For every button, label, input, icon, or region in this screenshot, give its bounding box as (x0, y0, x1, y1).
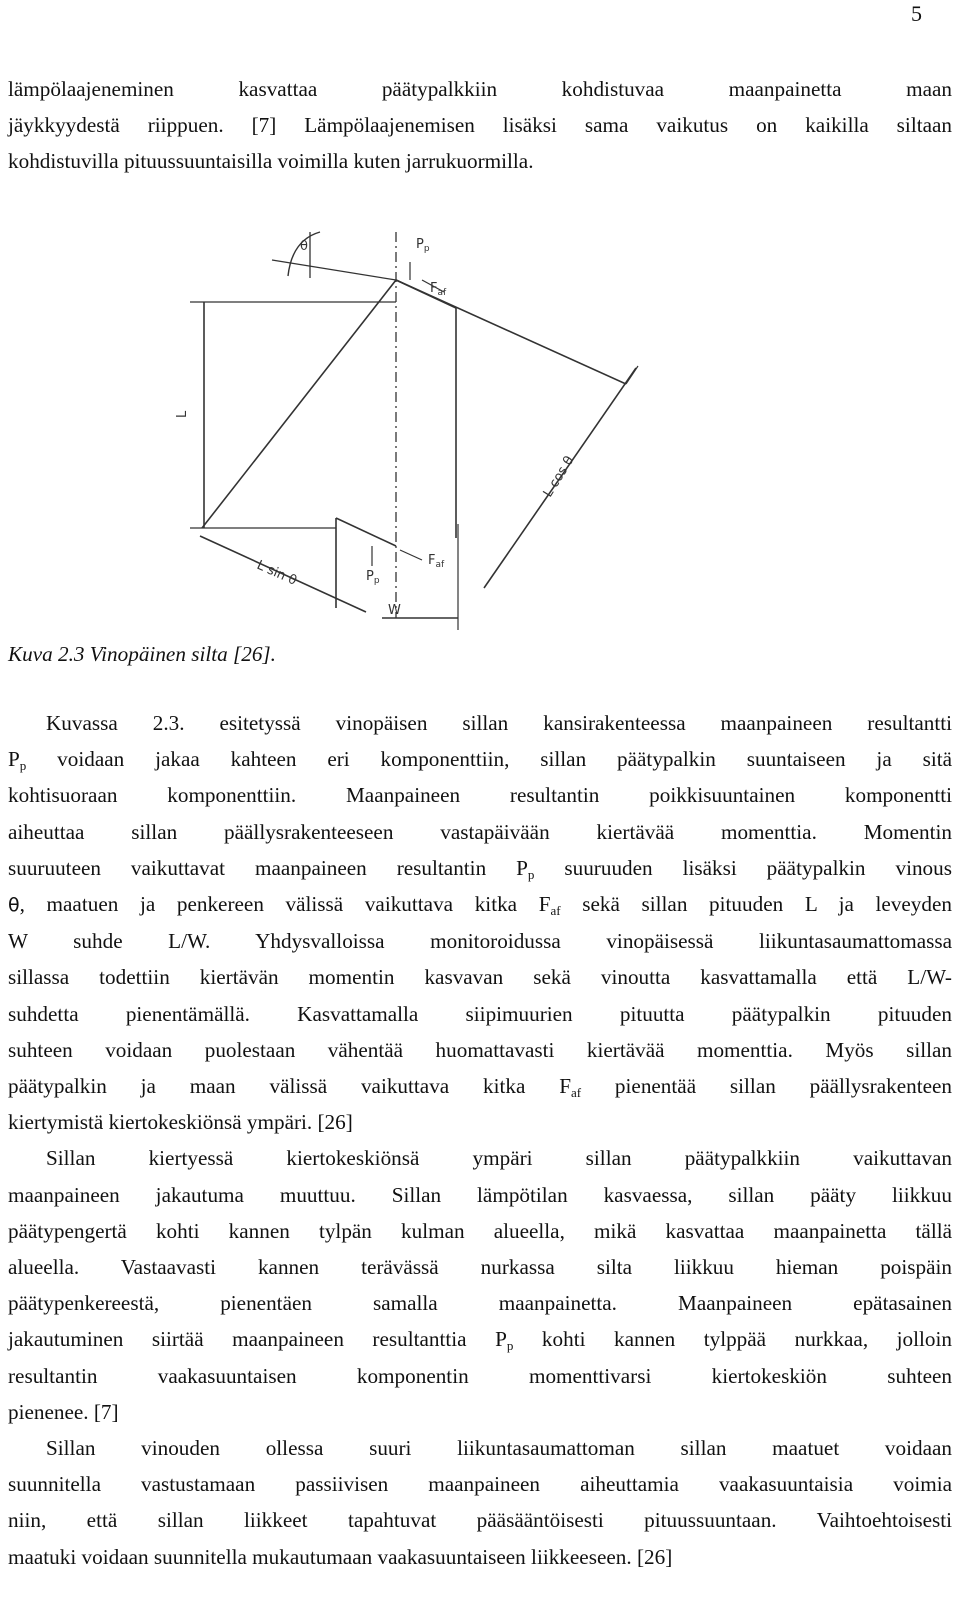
label-l-sin: L sin θ (254, 557, 299, 589)
label-faf-top: $F_{af}$ (430, 281, 447, 298)
skewed-bridge-diagram (160, 218, 640, 638)
body-line: päätypalkin ja maan välissä vaikuttava kitka $F_{af}$ pienentää sillan päällysrakenteen (8, 1074, 952, 1101)
body-line: resultantin vaakasuuntaisen komponentin momenttivarsi kiertokeskiön suhteen (8, 1363, 952, 1388)
body-line: aiheuttaa sillan päällysrakenteeseen vastapäivään kiertävää momenttia. Momentin (8, 819, 952, 844)
theta-ref-line (272, 260, 396, 280)
intro-line: lämpölaajeneminen kasvattaa päätypalkkiin kohdistuvaa maanpainetta maan (8, 77, 952, 101)
label-width: W (388, 603, 401, 618)
body-line: päätypenkereestä, pienentäen samalla maanpainetta. Maanpaineen epätasainen (8, 1291, 952, 1316)
body-line: θ, maatuen ja penkereen välissä vaikuttava kitka $F_{af}$ sekä sillan pituuden L ja leveyden (8, 892, 952, 919)
label-pp-bottom: $P_p$ (366, 569, 380, 586)
body-line: päätypengertä kohti kannen tylpän kulman alueella, mikä kasvattaa maanpainetta tällä (8, 1218, 952, 1243)
body-line: suunnitella vastustamaan passiivisen maanpaineen aiheuttamia vaakasuuntaisia voimia (8, 1472, 952, 1497)
body-line: Sillan vinouden ollessa suuri liikuntasaumattoman sillan maatuet voidaan (46, 1436, 952, 1461)
figure-caption: Kuva 2.3 Vinopäinen silta [26]. (8, 642, 276, 666)
body-line: kohtisuoraan komponenttiin. Maanpaineen resultantin poikkisuuntainen komponentti (8, 783, 952, 808)
skewed-bridge-figure (160, 218, 640, 638)
page-number: 5 (911, 1, 922, 26)
intro-line: kohdistuvilla pituussuuntaisilla voimilla kuten jarrukuormilla. (8, 149, 534, 174)
label-faf-bottom: $F_{af}$ (428, 553, 445, 570)
body-line: $P_p$ voidaan jakaa kahteen eri komponenttiin, sillan päätypalkin suuntaiseen ja sitä (8, 747, 952, 774)
intro-line: jäykkyydestä riippuen. [7] Lämpölaajenemisen lisäksi sama vaikutus on kaikilla siltaan (8, 113, 952, 138)
body-line: niin, että sillan liikkeet tapahtuvat pääsääntöisesti pituussuuntaan. Vaihtoehtoisesti (8, 1508, 952, 1533)
body-line: sillassa todettiin kiertävän momentin kasvavan sekä vinoutta kasvattamalla että L/W- (8, 965, 952, 990)
body-line: suhteen voidaan puolestaan vähentää huomattavasti kiertävää momenttia. Myös sillan (8, 1037, 952, 1062)
label-theta: θ (300, 239, 308, 254)
body-line: pienenee. [7] (8, 1399, 119, 1424)
body-line: alueella. Vastaavasti kannen terävässä nurkassa silta liikkuu hieman poispäin (8, 1255, 952, 1280)
body-line: maanpaineen jakautuma muuttuu. Sillan lämpötilan kasvaessa, sillan pääty liikkuu (8, 1182, 952, 1207)
body-line: jakautuminen siirtää maanpaineen resultanttia $P_p$ kohti kannen tylppää nurkkaa, jolloin (8, 1327, 952, 1354)
body-line: W suhde L/W. Yhdysvalloissa monitoroidussa vinopäisessä liikuntasaumattomassa (8, 929, 952, 954)
label-l-cos: L cos θ (540, 453, 578, 501)
deck-bottom-edge (336, 518, 396, 546)
label-length: L (175, 410, 190, 418)
label-pp-top: $P_p$ (416, 237, 430, 254)
body-line: maatuki voidaan suunnitella mukautumaan vaakasuuntaiseen liikkeeseen. [26] (8, 1544, 673, 1569)
body-line: Sillan kiertyessä kiertokeskiönsä ympäri sillan päätypalkkiin vaikuttavan (46, 1146, 952, 1171)
body-line: suuruuteen vaikuttavat maanpaineen resultantin $P_p$ suuruuden lisäksi päätypalkin vinous (8, 855, 952, 882)
body-line: kiertymistä kiertokeskiönsä ympäri. [26] (8, 1110, 353, 1135)
body-text (8, 705, 952, 1575)
deck-diagonal (202, 280, 396, 528)
body-line: suhdetta pienentämällä. Kasvattamalla siipimuurien pituutta päätypalkin pituuden (8, 1001, 952, 1026)
intro-paragraph (8, 71, 952, 180)
body-line: Kuvassa 2.3. esitetyssä vinopäisen sillan kansirakenteessa maanpaineen resultantti (46, 711, 952, 735)
